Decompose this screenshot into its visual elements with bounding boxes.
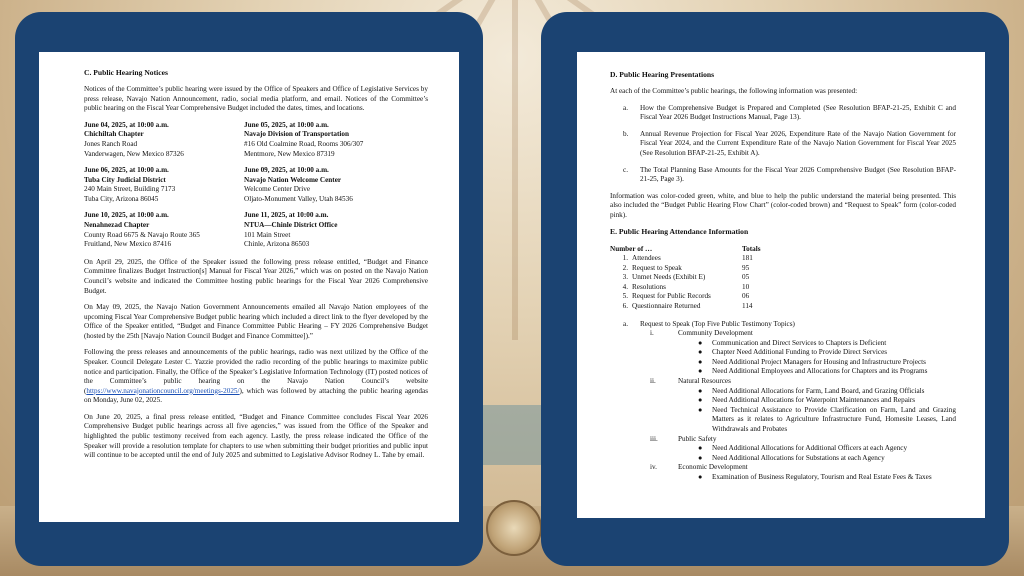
attendance-row <box>610 283 761 293</box>
hearing-venue: Navajo Division of Transportation <box>244 130 349 139</box>
notices-intro: Notices of the Committee’s public hearing were issued by the Office of Speakers and Office of Legislative Services by press release, Navajo Nation Announcement, radio, social media platform, and email. Notices of the Committee’s public hearing on the Fiscal Year Comprehensive Budget included the dates, times, and locations. <box>84 85 428 113</box>
attendance-number: 2. <box>622 263 628 272</box>
topic-bullet <box>610 444 956 454</box>
attendance-number: 5. <box>622 292 628 301</box>
presentation-marker: b. <box>623 129 629 138</box>
attendance-total: 06 <box>742 292 750 301</box>
presentation-marker: a. <box>623 103 628 112</box>
testimony-topics <box>610 329 956 482</box>
hearing-address-line2: Mentmore, New Mexico 87319 <box>244 149 335 158</box>
topic-bullet <box>610 473 956 483</box>
hearing-address-line1: 101 Main Street <box>244 230 291 239</box>
bullet-dot: ● <box>698 348 703 357</box>
hearing-address-line1: County Road 6675 & Navajo Route 365 <box>84 230 200 239</box>
bullet-dot: ● <box>698 405 703 414</box>
bullet-text: Need Technical Assistance to Provide Clarification on Farm, Land and Grazing Matters as it relates to Agriculture Infrastructure Fund, Homesite Leases, Land Withdrawals and Probates <box>712 405 956 433</box>
announcement-paragraph: On May 09, 2025, the Navajo Nation Government Announcements emailed all Navajo Nation employees of the upcoming Fiscal Year Comprehensive Budget public hearing which included a direct link to the flyer developed by the Office of the Speaker entitled, “Budget and Finance Committee Public Hearing – FY 2026 Comprehensive Budget (hosted by the 25th [Navajo Nation Council Budget and Finance Committee]).” <box>84 303 428 340</box>
bullet-dot: ● <box>698 357 703 366</box>
final-release-paragraph: On June 20, 2025, a final press release entitled, “Budget and Finance Committee concludes Fiscal Year 2026 Comprehensive Budget public hearings across all five agencies,” was issued from the Office of the Speaker and highlighted the public testimony received from each agency. Lastly, the press release indicated the Office of the Speaker will provide a resolution template for chapters to use when submitting their budget priorities and public input will continue to be accepted until the end of July 2025 and submitted to Legislative Advisor Rodney L. Tahe by email. <box>84 412 428 460</box>
attendance-table <box>610 245 761 312</box>
hearing-location <box>244 211 424 249</box>
attendance-number: 3. <box>622 273 628 282</box>
hearing-venue: Nenahnezad Chapter <box>84 221 150 230</box>
attendance-label: Request to Speak <box>632 263 682 272</box>
attendance-row <box>610 254 761 264</box>
presentations-intro: At each of the Committee’s public hearings, the following information was presented: <box>610 87 858 96</box>
attendance-total: 10 <box>742 282 750 291</box>
attendance-row <box>610 264 761 274</box>
section-d-heading: D. Public Hearing Presentations <box>610 70 715 79</box>
topic-bullet <box>610 406 956 435</box>
topic-bullet <box>610 396 956 406</box>
hearing-address-line1: Welcome Center Drive <box>244 185 311 194</box>
attendance-header-row: Number of … Totals <box>610 244 761 253</box>
topic-marker: iv. <box>650 463 657 472</box>
topic-title: Community Development <box>678 329 753 338</box>
attendance-total: 05 <box>742 273 750 282</box>
hearing-datetime: June 09, 2025, at 10:00 a.m. <box>244 166 329 175</box>
attendance-number: 1. <box>622 254 628 263</box>
presentation-item <box>610 130 956 159</box>
attendance-total: 95 <box>742 263 750 272</box>
topic-bullet <box>610 454 956 464</box>
presentations-list <box>610 104 956 185</box>
hearing-venue: Tuba City Judicial District <box>84 175 166 184</box>
press-release-paragraph: On April 29, 2025, the Office of the Speaker issued the following press release entitled, “Budget and Finance Committee finalizes Budget Instruction[s] Manual for Fiscal Year 2026,” which was on posted on the Navajo Nation Council’s website and indicated the Committee hosting public hearings for the Fiscal Year 2026 Comprehensive Budget. <box>84 257 428 295</box>
bullet-dot: ● <box>698 472 703 481</box>
presentation-text: The Total Planning Base Amounts for the Fiscal Year 2026 Comprehensive Budget (See Resolution BFAP-21-25, Page 3). <box>640 165 956 184</box>
attendance-label: Attendees <box>632 254 661 263</box>
hearing-location <box>84 211 244 249</box>
bullet-text: Need Additional Project Managers for Housing and Infrastructure Projects <box>712 357 926 366</box>
hearing-address-line2: Oljato-Monument Valley, Utah 84536 <box>244 194 353 203</box>
attendance-row <box>610 292 761 302</box>
bullet-text: Need Additional Allocations for Additional Officers at each Agency <box>712 444 908 453</box>
council-meetings-link[interactable]: https://www.navajonationcouncil.org/meetings-2025/ <box>86 386 240 395</box>
attendance-label: Unmet Needs (Exhibit E) <box>632 273 706 282</box>
topic-bullet <box>610 339 956 349</box>
attendance-number: 6. <box>622 302 628 311</box>
topic-marker: ii. <box>650 377 656 386</box>
presentation-item <box>610 166 956 185</box>
topic-title: Natural Resources <box>678 377 731 386</box>
topic-marker: iii. <box>650 434 658 443</box>
attendance-label: Request for Public Records <box>632 292 711 301</box>
hearing-locations <box>84 121 428 250</box>
hearing-address-line1: Jones Ranch Road <box>84 139 138 148</box>
presentation-item <box>610 104 956 123</box>
right-document-page <box>577 52 985 518</box>
hearing-datetime: June 06, 2025, at 10:00 a.m. <box>84 166 169 175</box>
section-c-heading: C. Public Hearing Notices <box>84 68 168 77</box>
topic-marker: i. <box>650 329 654 338</box>
topic-category <box>610 463 956 473</box>
presentation-text: How the Comprehensive Budget is Prepared and Completed (See Resolution BFAP-21-25, Exhibit C and Fiscal Year 2026 Budget Instructions Manual, Page 13). <box>640 103 956 122</box>
bullet-text: Need Additional Allocations for Farm, Land Board, and Grazing Officials <box>712 386 925 395</box>
bullet-dot: ● <box>698 386 703 395</box>
hearing-venue: Chichiltah Chapter <box>84 130 144 139</box>
hearing-address-line2: Chinle, Arizona 86503 <box>244 240 310 249</box>
topic-category <box>610 435 956 445</box>
attendance-total: 114 <box>742 302 753 311</box>
topic-bullet <box>610 367 956 377</box>
topic-bullet <box>610 348 956 358</box>
bullet-text: Need Additional Allocations for Waterpoint Maintenances and Repairs <box>712 396 916 405</box>
bullet-dot: ● <box>698 453 703 462</box>
section-e-heading: E. Public Hearing Attendance Information <box>610 227 749 237</box>
presentation-text: Annual Revenue Projection for Fiscal Year 2026, Expenditure Rate of the Navajo Nation Government for Fiscal Year 2024, and the Current Expenditure Rate of the Navajo Nation Government for Fiscal Year 2025 (See Resolution BFAP-21-25, Exhibit A). <box>640 129 956 157</box>
attendance-label: Resolutions <box>632 282 666 291</box>
hearing-location <box>84 166 244 204</box>
hearing-location <box>84 121 244 159</box>
bullet-dot: ● <box>698 444 703 453</box>
bullet-text: Chapter Need Additional Funding to Provide Direct Services <box>712 348 888 357</box>
attendance-label: Questionnaire Returned <box>632 302 701 311</box>
hearing-venue: Navajo Nation Welcome Center <box>244 175 342 184</box>
bullet-dot: ● <box>698 367 703 376</box>
hearing-address-line2: Fruitland, New Mexico 87416 <box>84 240 172 249</box>
attendance-row <box>610 302 761 312</box>
bullet-text: Need Additional Allocations for Substations at each Agency <box>712 453 885 462</box>
topic-category <box>610 377 956 387</box>
bullet-text: Examination of Business Regulatory, Tourism and Real Estate Fees & Taxes <box>712 472 932 481</box>
attendance-row <box>610 273 761 283</box>
bullet-dot: ● <box>698 396 703 405</box>
topic-category <box>610 329 956 339</box>
left-document-page <box>39 52 459 522</box>
hearing-location <box>244 166 424 204</box>
color-coding-paragraph: Information was color-coded green, white, and blue to help the public understand the material being presented. This also included the “Budget Public Hearing Flow Chart” (color-coded brown) and “Request to Speak” form (color-coded pink). <box>610 191 956 219</box>
attendance-number: 4. <box>622 282 628 291</box>
seal-emblem <box>486 500 542 556</box>
hearing-datetime: June 04, 2025, at 10:00 a.m. <box>84 120 169 129</box>
hearing-address-line1: #16 Old Coalmine Road, Rooms 306/307 <box>244 139 364 148</box>
topic-bullet <box>610 358 956 368</box>
topics-heading: a. Request to Speak (Top Five Public Testimony Topics) <box>623 319 795 328</box>
attendance-total: 181 <box>742 254 753 263</box>
hearing-address-line2: Tuba City, Arizona 86045 <box>84 194 159 203</box>
hearing-datetime: June 10, 2025, at 10:00 a.m. <box>84 211 169 220</box>
hearing-datetime: June 05, 2025, at 10:00 a.m. <box>244 120 329 129</box>
hearing-location <box>244 121 424 159</box>
topic-title: Economic Development <box>678 463 748 472</box>
radio-website-paragraph: Following the press releases and announcements of the public hearings, radio was next utilized by the Office of the Speaker. Council Delegate Lester C. Yazzie provided the radio recording of the public hearings to maximize public notice and participation. Finally, the Office of the Speaker’s Legislative Information Technology (IT) posted notices of the Committee’s public hearing on the Navajo Nation Council’s website (https://www.navajonationcouncil.org/meetings-2025/), which was followed by attaching the public hearing agendas on Monday, June 02, 2025. <box>84 348 428 405</box>
hearing-address-line2: Vanderwagen, New Mexico 87326 <box>84 149 184 158</box>
hearing-datetime: June 11, 2025, at 10:00 a.m. <box>244 211 329 220</box>
topic-title: Public Safety <box>678 434 717 443</box>
bullet-text: Need Additional Employees and Allocations for Chapters and its Programs <box>712 367 928 376</box>
bullet-text: Communication and Direct Services to Chapters is Deficient <box>712 338 887 347</box>
hearing-venue: NTUA—Chinle District Office <box>244 221 338 230</box>
bullet-dot: ● <box>698 338 703 347</box>
presentation-marker: c. <box>623 165 628 174</box>
topic-bullet <box>610 387 956 397</box>
hearing-address-line1: 240 Main Street, Building 7173 <box>84 185 176 194</box>
